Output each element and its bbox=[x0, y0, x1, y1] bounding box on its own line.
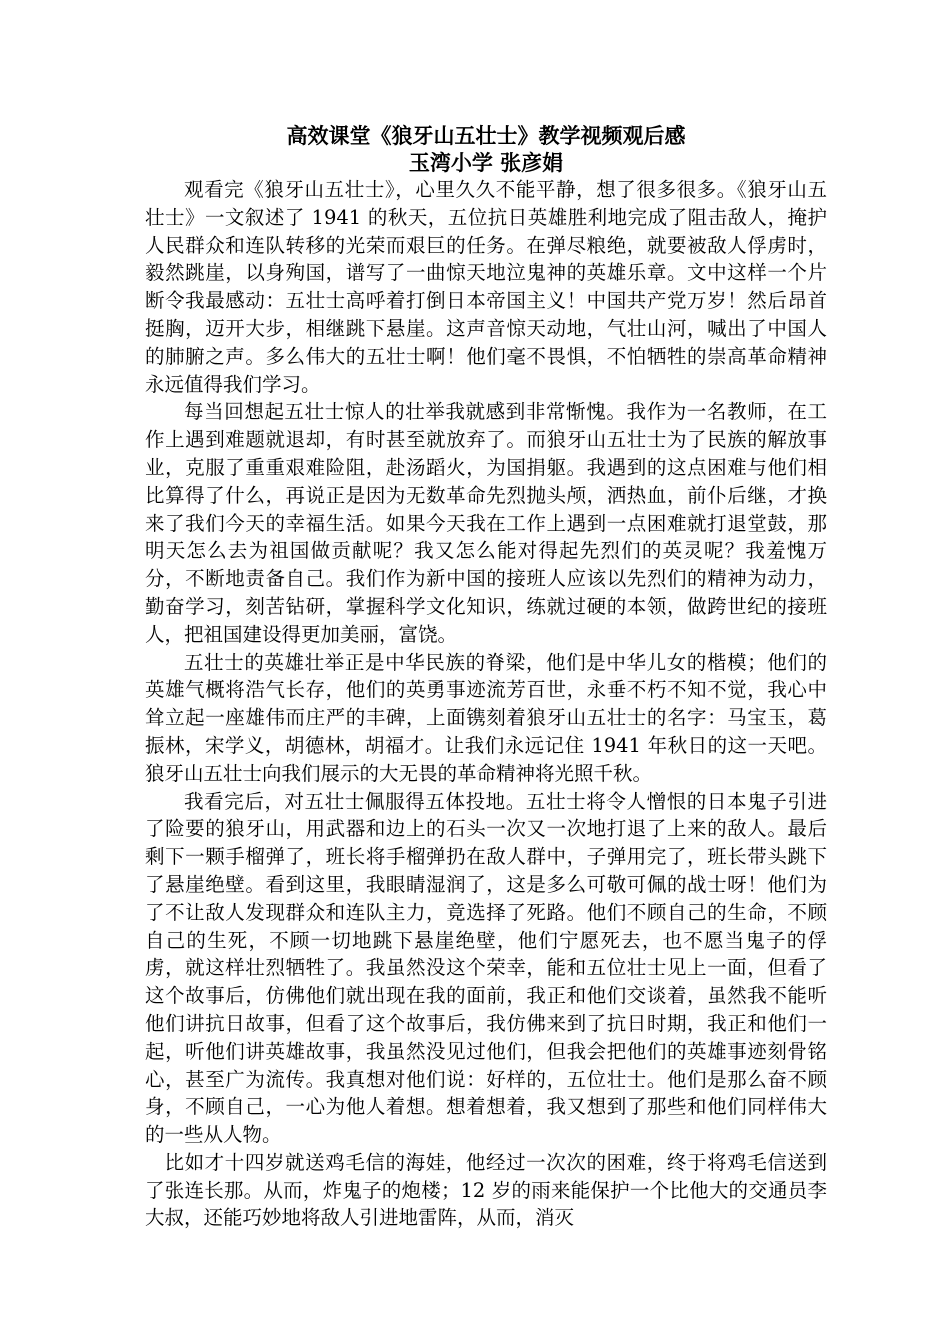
document-page bbox=[145, 122, 827, 1232]
document-author: 玉湾小学 张彦娟 bbox=[408, 150, 564, 175]
document-title: 高效课堂《狼牙山五壮士》教学视频观后感 bbox=[286, 123, 686, 148]
paragraph: 五壮士的英雄壮举正是中华民族的脊梁，他们是中华儿女的楷模；他们的英雄气概将浩气长存，他们的英勇事迹流芳百世，永垂不朽不知不觉，我心中耸立起一座雄伟而庄严的丰碑，上面镌刻着狼牙山五壮士的名字：马宝玉，葛振林，宋学义，胡德林，胡福才。让我们永远记住 1941 年秋日的这一天吧。狼牙山五壮士向我们展示的大无畏的革命精神将光照千秋。 bbox=[145, 650, 827, 785]
paragraph: 观看完《狼牙山五壮士》，心里久久不能平静，想了很多很多。《狼牙山五壮士》一文叙述了 1941 的秋天，五位抗日英雄胜利地完成了阻击敌人，掩护人民群众和连队转移的光荣而艰巨的任务。在弹尽粮绝，就要被敌人俘虏时，毅然跳崖，以身殉国，谱写了一曲惊天地泣鬼神的英雄乐章。文中这样一个片断令我最感动：五壮士高呼着打倒日本帝国主义！中国共产党万岁！然后昂首挺胸，迈开大步，相继跳下悬崖。这声音惊天动地，气壮山河，喊出了中国人的肺腑之声。多么伟大的五壮士啊！他们毫不畏惧，不怕牺牲的崇高革命精神永远值得我们学习。 bbox=[145, 178, 827, 396]
paragraph: 比如才十四岁就送鸡毛信的海娃，他经过一次次的困难，终于将鸡毛信送到了张连长那。从而，炸鬼子的炮楼；12 岁的雨来能保护一个比他大的交通员李大叔，还能巧妙地将敌人引进地雷阵，从而，消灭 bbox=[145, 1150, 827, 1230]
paragraph: 我看完后，对五壮士佩服得五体投地。五壮士将令人憎恨的日本鬼子引进了险要的狼牙山，用武器和边上的石头一次又一次地打退了上来的敌人。最后剩下一颗手榴弹了，班长将手榴弹扔在敌人群中，子弹用完了，班长带头跳下了悬崖绝壁。看到这里，我眼睛湿润了，这是多么可敬可佩的战士呀！他们为了不让敌人发现群众和连队主力，竟选择了死路。他们不顾自己的生命，不顾自己的生死，不顾一切地跳下悬崖绝壁，他们宁愿死去，也不愿当鬼子的俘虏，就这样壮烈牺牲了。我虽然没这个荣幸，能和五位壮士见上一面，但看了这个故事后，仿佛他们就出现在我的面前，我正和他们交谈着，虽然我不能听他们讲抗日故事，但看了这个故事后，我仿佛来到了抗日时期，我正和他们一起，听他们讲英雄故事，我虽然没见过他们，但我会把他们的英雄事迹刻骨铭心，甚至广为流传。我真想对他们说：好样的，五位壮士。他们是那么奋不顾身，不顾自己，一心为他人着想。想着想着，我又想到了那些和他们同样伟大的一些从人物。 bbox=[145, 789, 827, 1147]
paragraph: 每当回想起五壮士惊人的壮举我就感到非常惭愧。我作为一名教师，在工作上遇到难题就退却，有时甚至就放弃了。而狼牙山五壮士为了民族的解放事业，克服了重重艰难险阻，赴汤蹈火，为国捐躯。我遇到的这点困难与他们相比算得了什么，再说正是因为无数革命先烈抛头颅，洒热血，前仆后继，才换来了我们今天的幸福生活。如果今天我在工作上遇到一点困难就打退堂鼓，那明天怎么去为祖国做贡献呢？我又怎么能对得起先烈们的英灵呢？我羞愧万分，不断地责备自己。我们作为新中国的接班人应该以先烈们的精神为动力，勤奋学习，刻苦钻研，掌握科学文化知识，练就过硬的本领，做跨世纪的接班人，把祖国建设得更加美丽，富饶。 bbox=[145, 400, 827, 646]
